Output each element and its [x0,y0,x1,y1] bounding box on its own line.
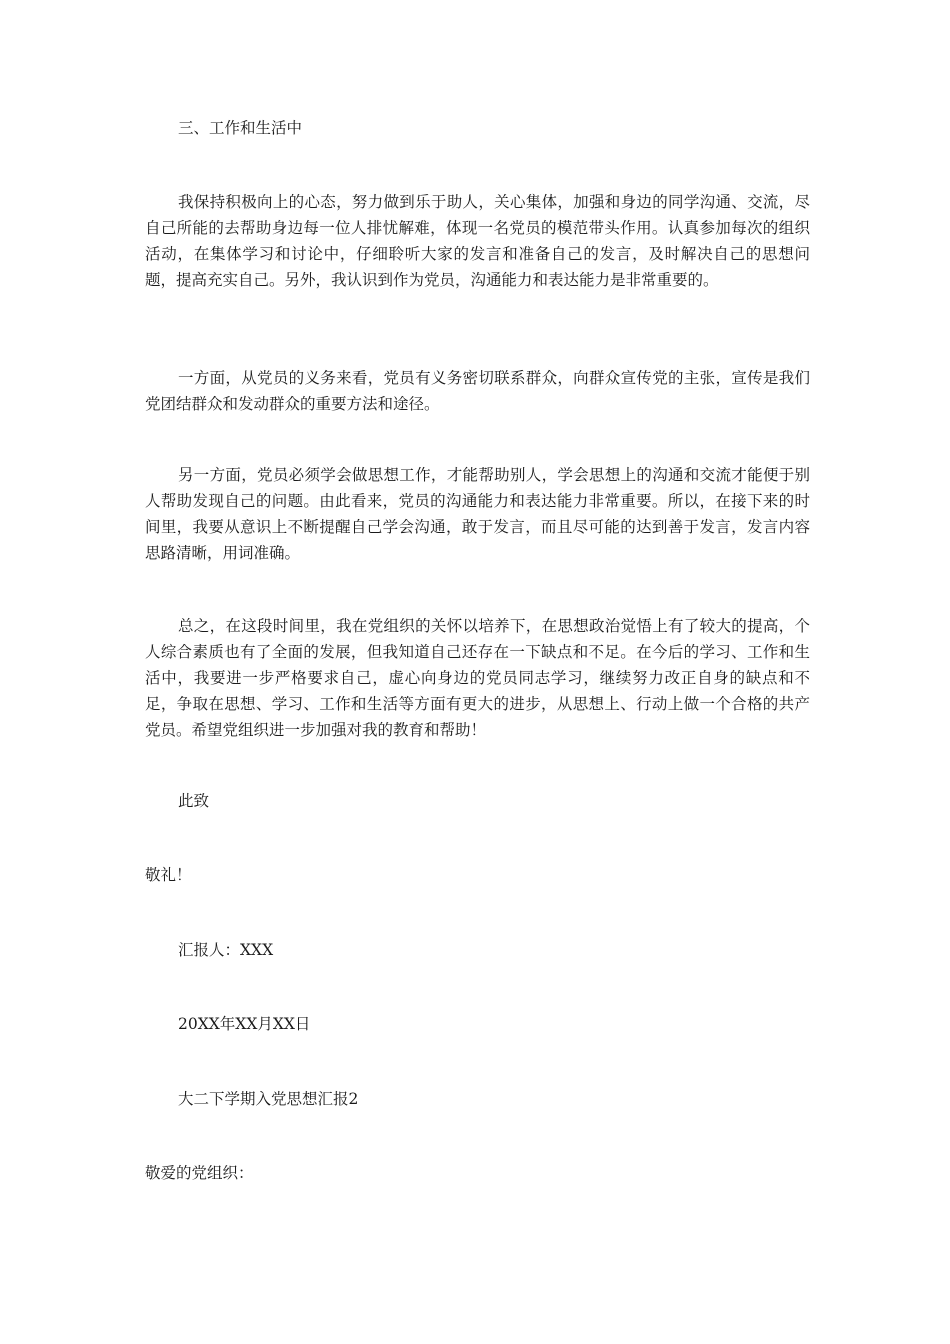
paragraph-conclusion: 总之，在这段时间里，我在党组织的关怀以培养下，在思想政治觉悟上有了较大的提高，个人综合素质也有了全面的发展，但我知道自己还存在一下缺点和不足。在今后的学习、工作和生活中，我要进一步严格要求自己，虚心向身边的党员同志学习，继续努力改正自身的缺点和不足，争取在思想、学习、工作和生活等方面有更大的进步，从思想上、行动上做一个合格的共产党员。希望党组织进一步加强对我的教育和帮助！ [145,617,810,739]
section-heading: 三、工作和生活中 [178,119,303,137]
next-report-greeting: 敬爱的党组织： [145,1164,254,1182]
salute-text: 敬礼！ [145,866,192,884]
report-date: 20XX年XX月XX日 [178,1015,311,1033]
paragraph-conduct: 我保持积极向上的心态，努力做到乐于助人，关心集体，加强和身边的同学沟通、交流，尽自己所能的去帮助身边每一位人排忧解难，体现一名党员的模范带头作用。认真参加每次的组织活动，在集体学习和讨论中，仔细聆听大家的发言和准备自己的发言，及时解决自己的思想问题，提高充实自己。另外，我认识到作为党员，沟通能力和表达能力是非常重要的。 [145,193,810,289]
next-report-title: 大二下学期入党思想汇报2 [178,1090,359,1108]
paragraph-communication: 另一方面，党员必须学会做思想工作，才能帮助别人，学会思想上的沟通和交流才能便于别人帮助发现自己的问题。由此看来，党员的沟通能力和表达能力非常重要。所以，在接下来的时间里，我要从意识上不断提醒自己学会沟通，敢于发言，而且尽可能的达到善于发言，发言内容思路清晰，用词准确。 [145,466,810,562]
paragraph-duty: 一方面，从党员的义务来看，党员有义务密切联系群众，向群众宣传党的主张，宣传是我们党团结群众和发动群众的重要方法和途径。 [145,369,810,413]
reporter-name: 汇报人：XXX [178,941,274,959]
closing-text: 此致 [178,792,210,810]
